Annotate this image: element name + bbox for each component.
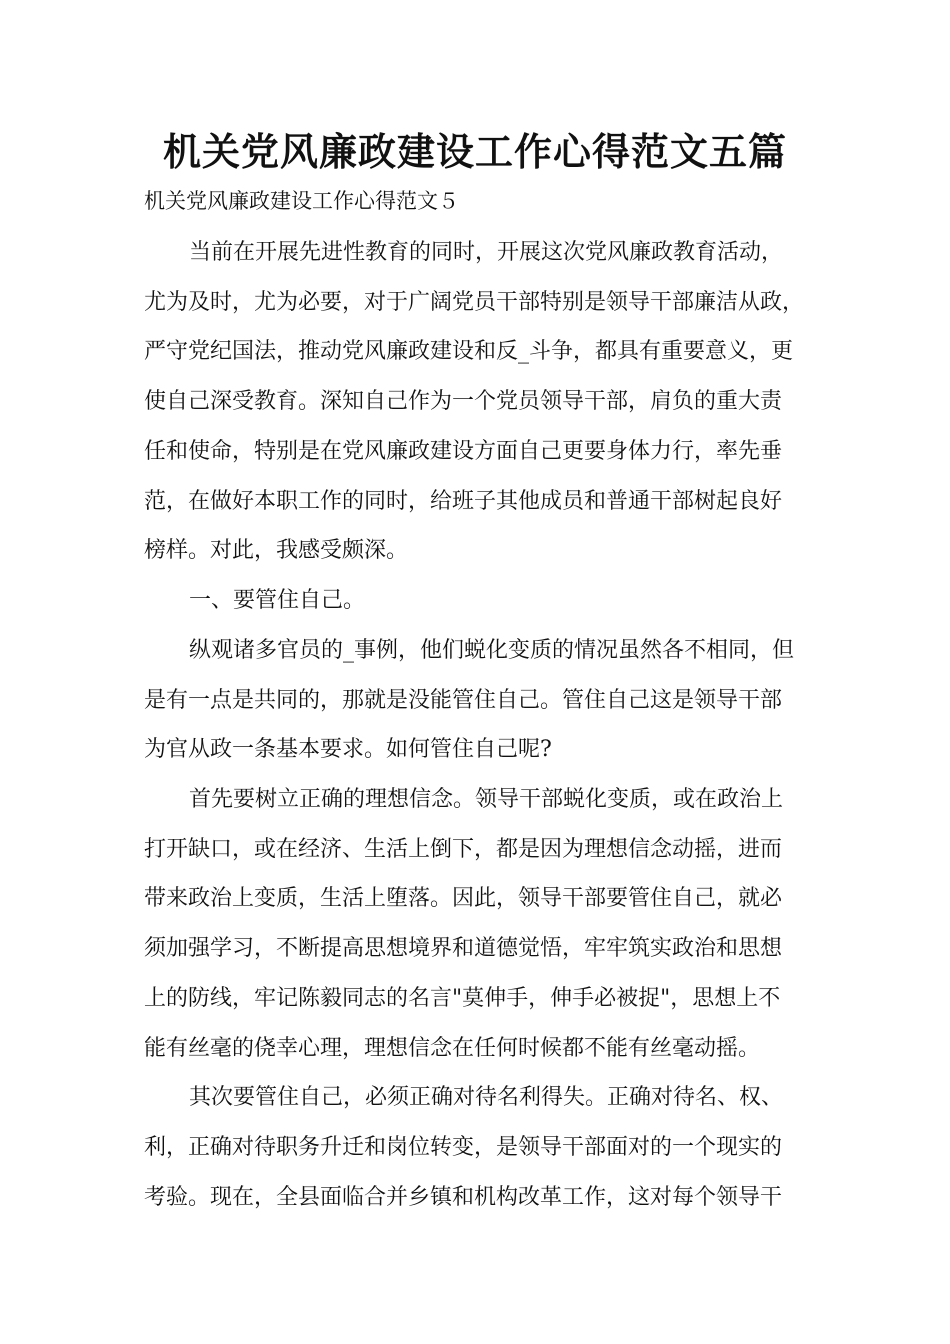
document-subtitle: 机关党风廉政建设工作心得范文５ [144, 189, 459, 213]
paragraph-line: 为官从政一条基本要求。如何管住自己呢? [144, 737, 552, 762]
paragraph-line: 须加强学习，不断提高思想境界和道德觉悟，牢牢筑实政治和思想 [144, 936, 783, 961]
paragraph-line: 尤为及时，尤为必要，对于广阔党员干部特别是领导干部廉洁从政， [144, 290, 805, 315]
paragraph-line: 纵观诸多官员的_事例，他们蜕化变质的情况虽然各不相同，但 [189, 638, 795, 663]
paragraph-line: 任和使命，特别是在党风廉政建设方面自己更要身体力行，率先垂 [144, 439, 783, 464]
paragraph-line: 利，正确对待职务升迁和岗位转变，是领导干部面对的一个现实的 [144, 1135, 783, 1160]
paragraph-line: 其次要管住自己，必须正确对待名利得失。正确对待名、权、 [189, 1085, 784, 1110]
paragraph-line: 严守党纪国法，推动党风廉政建设和反_斗争，都具有重要意义，更 [144, 339, 794, 364]
paragraph-line: 榜样。对此，我感受颇深。 [144, 538, 409, 563]
paragraph-line: 能有丝毫的侥幸心理，理想信念在任何时候都不能有丝毫动摇。 [144, 1036, 761, 1061]
paragraph-line: 带来政治上变质，生活上堕落。因此，领导干部要管住自己，就必 [144, 886, 783, 911]
paragraph-line: 范，在做好本职工作的同时，给班子其他成员和普通干部树起良好 [144, 489, 783, 514]
paragraph-line: 考验。现在，全县面临合并乡镇和机构改革工作，这对每个领导干 [144, 1185, 783, 1210]
section-heading: 一、要管住自己。 [189, 588, 366, 613]
paragraph-line: 首先要树立正确的理想信念。领导干部蜕化变质，或在政治上 [189, 787, 784, 812]
paragraph-line: 是有一点是共同的，那就是没能管住自己。管住自己这是领导干部 [144, 688, 783, 713]
paragraph-line: 使自己深受教育。深知自己作为一个党员领导干部，肩负的重大责 [144, 389, 783, 414]
document-title: 机关党风廉政建设工作心得范文五篇 [162, 130, 787, 174]
paragraph-line: 打开缺口，或在经济、生活上倒下，都是因为理想信念动摇，进而 [144, 837, 783, 862]
paragraph-line: 当前在开展先进性教育的同时，开展这次党风廉政教育活动， [189, 240, 784, 265]
paragraph-line: 上的防线，牢记陈毅同志的名言"莫伸手，伸手必被捉"，思想上不 [144, 986, 781, 1011]
